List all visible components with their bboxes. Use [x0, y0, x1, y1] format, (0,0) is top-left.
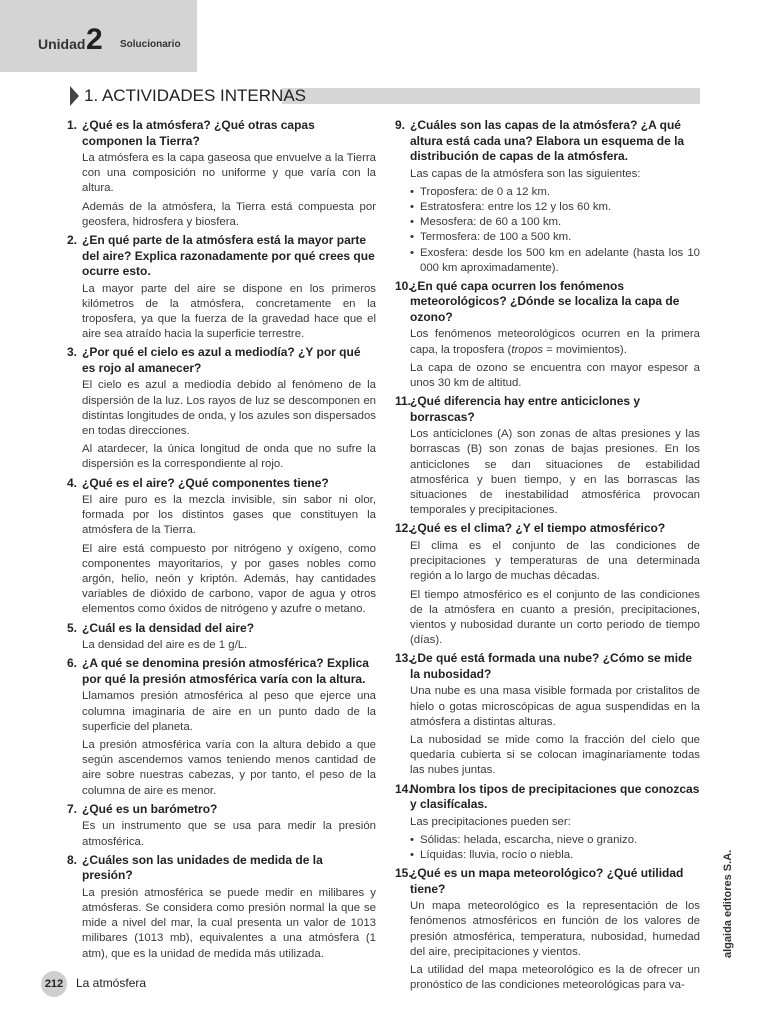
list-item: • Sólidas: helada, escarcha, nieve o granizo. [410, 833, 700, 848]
question-title: 14.Nombra los tipos de precipitaciones que conozcas y clasifícalas. [395, 781, 700, 812]
answer-text: El aire está compuesto por nitrógeno y oxígeno, como componentes mayoritarios, y por gases nobles como argón, helio, neón y kriptón. Además, hay cantidades variables de dióxido de carbono, vapor de agua y otros elementos como óxidos de nitrógeno y azufre o metano. [82, 542, 376, 616]
question-7 [67, 802, 376, 850]
header-subtitle: Solucionario [120, 39, 181, 50]
question-title: 3. ¿Por qué el cielo es azul a mediodía? ¿Y por qué es rojo al amanecer? [67, 345, 361, 375]
list-item: • Mesosfera: de 60 a 100 km. [410, 215, 700, 230]
answer-text: Una nube es una masa visible formada por cristalitos de hielo o gotas microscópicas de agua suspendidas en la atmósfera a distintas alturas. [410, 685, 700, 728]
answer-text: Las capas de la atmósfera son las siguientes: [410, 167, 641, 180]
answer-text: La capa de ozono se encuentra con mayor espesor a unos 30 km de altitud. [410, 361, 700, 390]
list-item: • Troposfera: de 0 a 12 km. [410, 185, 700, 200]
question-title: 4. ¿Qué es el aire? ¿Qué componentes tiene? [67, 475, 329, 490]
answer-text: El aire puro es la mezcla invisible, sin sabor ni olor, formada por los distintos gases que constituyen la atmósfera de la Tierra. [82, 494, 376, 537]
question-5 [67, 621, 376, 654]
answer-text: Un mapa meteorológico es la representación de los fenómenos atmosféricos en función de los valores de presión atmosférica, temperatura, nubosidad, humedad del aire, precipitaciones y vientos. [410, 900, 700, 958]
section-bar [282, 88, 700, 104]
section-title: 1. ACTIVIDADES INTERNAS [84, 86, 306, 105]
unit-label: Unidad [38, 36, 86, 52]
answer-text: La mayor parte del aire se dispone en los primeros kilómetros de la atmósfera, concretamente en la troposfera, ya que la fuerza de la gravedad hace que el aire sea atraído hacia la superficie terrestre. [82, 282, 376, 341]
question-title: 10.¿En qué capa ocurren los fenómenos meteorológicos? ¿Dónde se localiza la capa de ozono? [395, 278, 680, 324]
question-2 [67, 233, 376, 342]
answer-text: Los fenómenos meteorológicos ocurren en la primera capa, la troposfera (tropos = movimientos). [410, 328, 700, 356]
answer-text: La densidad del aire es de 1 g/L. [82, 639, 248, 652]
answer-text: Llamamos presión atmosférica al peso que ejerce una columna imaginaria de aire en un punto dado de la superficie del planeta. [82, 690, 376, 733]
answer-text: La presión atmosférica se puede medir en milibares y atmósferas. Se considera como presión normal la que se mide a nivel del mar, la cual presenta un valor de 1013 milibares (1013 mb), equivalentes a una atmósfera (1 atm), que es la unidad de medida más utilizada. [82, 886, 376, 960]
question-8 [67, 853, 376, 962]
question-title: 5. ¿Cuál es la densidad del aire? [67, 620, 255, 635]
question-title: 12.¿Qué es el clima? ¿Y el tiempo atmosférico? [395, 521, 666, 536]
question-title: 9. ¿Cuáles son las capas de la atmósfera? ¿A qué altura está cada una? Elabora un esquema de la distribución de capas de la atmósfera. [395, 118, 685, 163]
layer-list [410, 185, 700, 276]
question-12 [395, 521, 700, 648]
left-column [67, 118, 376, 965]
question-title: 13.¿De qué está formada una nube? ¿Cómo se mide la nubosidad? [395, 651, 693, 681]
question-title: 15.¿Qué es un mapa meteorológico? ¿Qué utilidad tiene? [395, 866, 684, 896]
section-header [70, 86, 700, 106]
question-1 [67, 118, 376, 230]
answer-text: Además de la atmósfera, la Tierra está compuesta por geosfera, hidrosfera y biosfera. [82, 200, 376, 228]
list-item: • Líquidas: lluvia, rocío o niebla. [410, 848, 700, 863]
answer-text: La nubosidad se mide como la fracción del cielo que quedaría cubierta si se colocan imaginariamente todas las nubes juntas. [410, 733, 700, 777]
question-title: 7. ¿Qué es un barómetro? [67, 801, 218, 816]
answer-text: La atmósfera es la capa gaseosa que envuelve a la Tierra con una composición no uniforme y que varía con la altura. [82, 152, 376, 195]
question-4 [67, 476, 376, 618]
answer-text: Las precipitaciones pueden ser: [410, 815, 571, 828]
publisher-credit: algaida editores S.A. [722, 849, 734, 958]
page-number: 212 [41, 971, 67, 997]
list-item: • Exosfera: desde los 500 km en adelante (hasta los 10 000 km aproximadamente). [410, 246, 700, 276]
question-title: 11.¿Qué diferencia hay entre anticiclones y borrascas? [395, 394, 641, 424]
answer-text: La utilidad del mapa meteorológico es la de ofrecer un pronóstico de las condiciones meteorológicas para va- [410, 964, 700, 992]
list-item: • Termosfera: de 100 a 500 km. [410, 230, 700, 245]
question-13 [395, 651, 700, 778]
answer-text: Los anticiclones (A) son zonas de altas presiones y las borrascas (B) son zonas de bajas presiones. En los anticiclones se dan situaciones de estabilidad atmosférica y buen tiempo, y en las borrascas las situaciones de inestabilidad atmosférica provocan temporales y precipitaciones. [410, 428, 700, 517]
unit-number: 2 [86, 23, 103, 56]
answer-text: La presión atmosférica varía con la altura debido a que según ascendemos vamos teniendo menos cantidad de aire sobre nuestras cabezas, y por tanto, el peso de la columna de aire es menor. [82, 738, 376, 797]
triangle-icon [70, 86, 79, 106]
answer-text: El cielo es azul a mediodía debido al fenómeno de la dispersión de la luz. Los rayos de luz se descomponen en distintas longitudes de onda, y los azules son dispersados en todas direcciones. [82, 379, 376, 437]
question-title: 6. ¿A qué se denomina presión atmosférica? Explica por qué la presión atmosférica varía con la altura. [67, 656, 369, 686]
list-item: • Estratosfera: entre los 12 y los 60 km. [410, 200, 700, 215]
question-14 [395, 782, 700, 864]
question-title: 2. ¿En qué parte de la atmósfera está la mayor parte del aire? Explica razonadamente por qué crees que ocurre esto. [67, 233, 375, 279]
question-3 [67, 345, 376, 472]
right-column [395, 118, 700, 996]
question-15 [395, 866, 700, 993]
question-title: 8. ¿Cuáles son las unidades de medida de la presión? [67, 852, 323, 883]
precipitation-list [410, 833, 700, 863]
answer-text: El clima es el conjunto de las condiciones de precipitaciones y temperaturas de una determinada región a lo largo de muchas décadas. [410, 539, 700, 583]
question-6 [67, 656, 376, 798]
question-9 [395, 118, 700, 276]
question-title: 1. ¿Qué es la atmósfera? ¿Qué otras capas componen la Tierra? [67, 118, 315, 148]
question-11 [395, 394, 700, 518]
answer-text: Al atardecer, la única longitud de onda que no sufre la dispersión es la correspondiente al rojo. [82, 443, 376, 471]
answer-text: Es un instrumento que se usa para medir la presión atmosférica. [82, 820, 376, 848]
question-10 [395, 279, 700, 391]
answer-text: El tiempo atmosférico es el conjunto de las condiciones de la atmósfera en cuanto a presión, precipitaciones, vientos y nubosidad durante un corto periodo de tiempo (días). [410, 588, 700, 647]
footer-title: La atmósfera [76, 976, 147, 990]
